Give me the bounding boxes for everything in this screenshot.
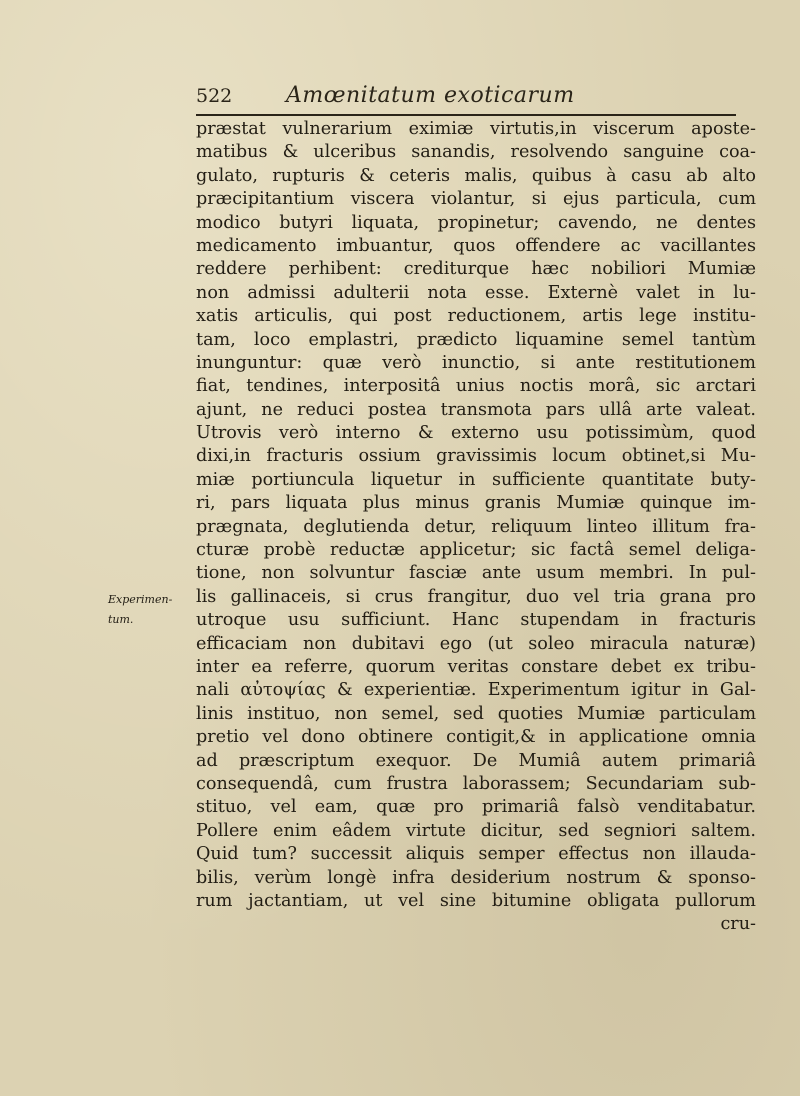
text-line: miæ portiuncula liquetur in sufficiente quantitate buty- [196, 469, 756, 490]
catchword: cru- [720, 914, 756, 935]
text-line: linis instituo, non semel, sed quoties Mumiæ particulam [196, 703, 756, 724]
text-line: medicamento imbuantur, quos offendere ac vacillantes [196, 235, 756, 256]
text-line: ad præscriptum exequor. De Mumiâ autem primariâ [196, 750, 756, 771]
text-line: inter ea referre, quorum veritas constare debet ex tribu- [196, 656, 756, 677]
text-line: ajunt, ne reduci postea transmota pars ullâ arte valeat. [196, 399, 756, 420]
margin-note-line: tum. [108, 613, 134, 626]
text-line: utroque usu sufficiunt. Hanc stupendam in fracturis [196, 610, 756, 631]
running-title: Amœnitatum exoticarum [286, 83, 575, 108]
text-line: tione, non solvuntur fasciæ ante usum membri. In pul- [196, 563, 756, 584]
text-line: tam, loco emplastri, prædicto liquamine semel tantùm [196, 329, 756, 350]
text-line: dixi,in fracturis ossium gravissimis locum obtinet,si Mu- [196, 446, 756, 467]
text-line: Quid tum? successit aliquis semper effectus non illauda- [196, 844, 756, 865]
text-line: Pollere enim eâdem virtute dicitur, sed segniori saltem. [196, 820, 756, 841]
text-line: reddere perhibent: crediturque hæc nobiliori Mumiæ [196, 259, 756, 280]
text-line: nali αὐτοψίας & experientiæ. Experimentum igitur in Gal- [196, 680, 756, 701]
text-line: præcipitantium viscera violantur, si ejus particula, cum [196, 189, 756, 210]
text-line: Utrovis verò interno & externo usu potissimùm, quod [196, 423, 756, 444]
text-line: matibus & ulceribus sanandis, resolvendo sanguine coa- [196, 142, 756, 163]
text-line: stituo, vel eam, quæ pro primariâ falsò venditabatur. [196, 797, 756, 818]
text-line: bilis, verùm longè infra desiderium nostrum & sponso- [196, 867, 756, 888]
text-line: pretio vel dono obtinere contigit,& in applicatione omnia [196, 727, 756, 748]
margin-note-line: Experimen- [108, 593, 173, 606]
text-line: lis gallinaceis, si crus frangitur, duo vel tria grana pro [196, 586, 756, 607]
text-line: gulato, rupturis & ceteris malis, quibus à casu ab alto [196, 165, 756, 186]
text-line: inunguntur: quæ verò inunctio, si ante restitutionem [196, 352, 756, 373]
page-number: 522 [196, 85, 233, 107]
text-line: non admissi adulterii nota esse. Externè valet in lu- [196, 282, 756, 303]
text-line: consequendâ, cum frustra laborassem; Secundariam sub- [196, 773, 756, 794]
text-line: modico butyri liquata, propinetur; cavendo, ne dentes [196, 212, 756, 233]
text-line: efficaciam non dubitavi ego (ut soleo miracula naturæ) [196, 633, 756, 654]
text-line: xatis articulis, qui post reductionem, artis lege institu- [196, 306, 756, 327]
text-line: ri, pars liquata plus minus granis Mumiæ quinque im- [196, 493, 756, 514]
text-line: prægnata, deglutienda detur, reliquum linteo illitum fra- [196, 516, 756, 537]
text-line: cturæ probè reductæ applicetur; sic factâ semel deliga- [196, 540, 756, 561]
text-line: fiat, tendines, interpositâ unius noctis morâ, sic arctari [196, 376, 756, 397]
running-head [196, 76, 736, 116]
margin-note [108, 590, 190, 630]
text-line: rum jactantiam, ut vel sine bitumine obligata pullorum [196, 890, 756, 911]
header-rule [196, 114, 736, 116]
body-text [196, 118, 756, 937]
text-line: præstat vulnerarium eximiæ virtutis,in viscerum aposte- [196, 119, 756, 139]
